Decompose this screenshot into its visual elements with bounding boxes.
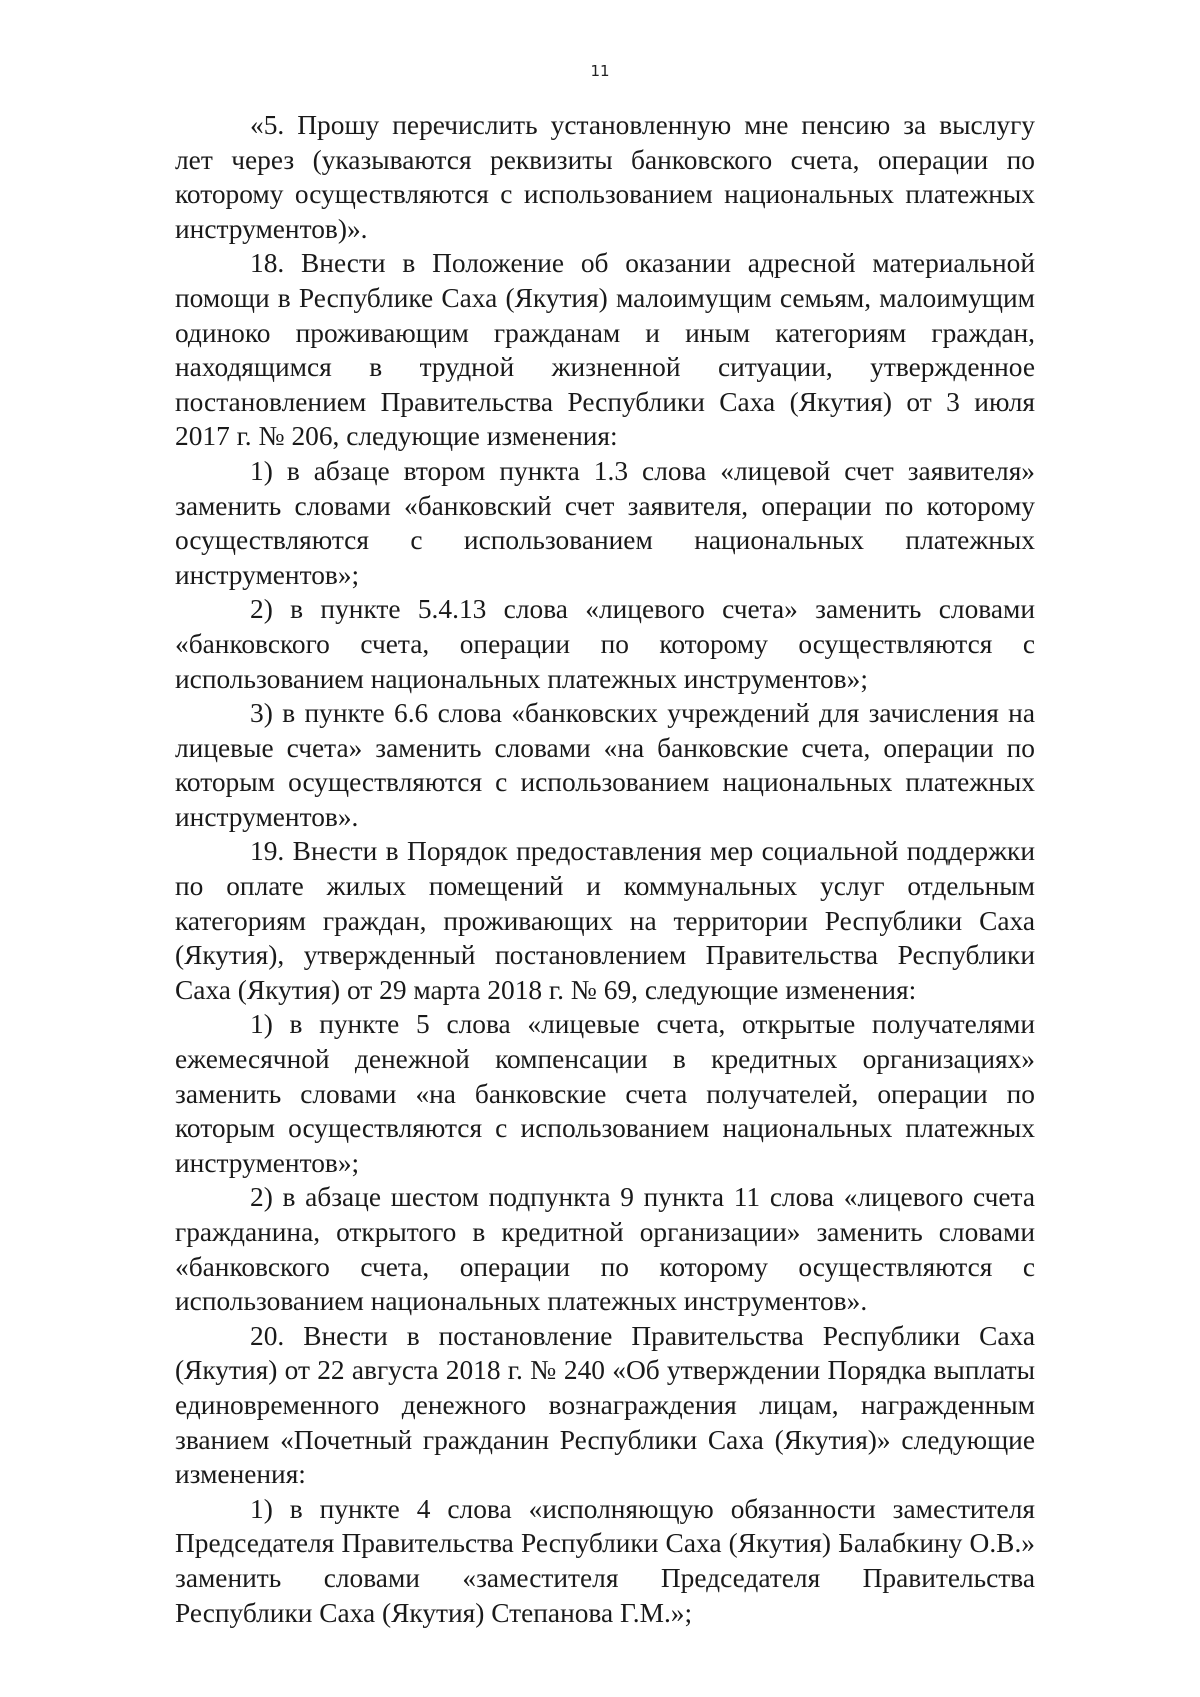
paragraph-item-18-sub-2: 2) в пункте 5.4.13 слова «лицевого счета» заменить словами «банковского счета, операции по которому осуществляются с использованием национальных платежных инструментов»; — [175, 594, 1035, 694]
paragraph-item-19-sub-1: 1) в пункте 5 слова «лицевые счета, открытые получателями ежемесячной денежной компенсации в кредитных организациях» заменить словами «на банковские счета получателей, операции по которым осуществляются с использованием национальных платежных инструментов»; — [175, 1009, 1035, 1178]
paragraph-item-18: 18. Внести в Положение об оказании адресной материальной помощи в Республике Саха (Якутия) малоимущим семьям, малоимущим одиноко проживающим гражданам и иным категориям граждан, находящимся в трудной жизненной ситуации, утвержденное постановлением Правительства Республики Саха (Якутия) от 3 июля 2017 г. № 206, следующие изменения: — [175, 248, 1035, 452]
paragraph-pension-request: «5. Прошу перечислить установленную мне пенсию за выслугу лет через (указываются реквизиты банковского счета, операции по которому осуществляются с использованием национальных платежных инструментов)». — [175, 110, 1035, 244]
paragraph-item-18-sub-1: 1) в абзаце втором пункта 1.3 слова «лицевой счет заявителя» заменить словами «банковский счет заявителя, операции по которому осуществляются с использованием национальных платежных инструментов»; — [175, 455, 1035, 590]
paragraph-item-19: 19. Внести в Порядок предоставления мер социальной поддержки по оплате жилых помещений и коммунальных услуг отдельным категориям граждан, проживающих на территории Республики Саха (Якутия), утвержденный постановлением Правительства Республики Саха (Якутия) от 29 марта 2018 г. № 69, следующие изменения: — [175, 836, 1035, 1005]
page-number: 11 — [590, 62, 610, 80]
document-body — [175, 108, 1035, 1630]
paragraph-item-18-sub-3: 3) в пункте 6.6 слова «банковских учреждений для зачисления на лицевые счета» заменить словами «на банковские счета, операции по которым осуществляются с использованием национальных платежных инструментов». — [175, 698, 1035, 832]
paragraph-item-20-sub-1: 1) в пункте 4 слова «исполняющую обязанности заместителя Председателя Правительства Республики Саха (Якутия) Балабкину О.В.» заменить словами «заместителя Председателя Правительства Республики Саха (Якутия) Степанова Г.М.»; — [175, 1493, 1035, 1628]
paragraph-item-19-sub-2: 2) в абзаце шестом подпункта 9 пункта 11 слова «лицевого счета гражданина, открытого в кредитной организации» заменить словами «банковского счета, операции по которому осуществляются с использованием национальных платежных инструментов». — [175, 1182, 1035, 1317]
paragraph-item-20: 20. Внести в постановление Правительства Республики Саха (Якутия) от 22 августа 2018 г. № 240 «Об утверждении Порядка выплаты единовременного денежного вознаграждения лицам, награжденным званием «Почетный гражданин Республики Саха (Якутия)» следующие изменения: — [175, 1320, 1035, 1490]
